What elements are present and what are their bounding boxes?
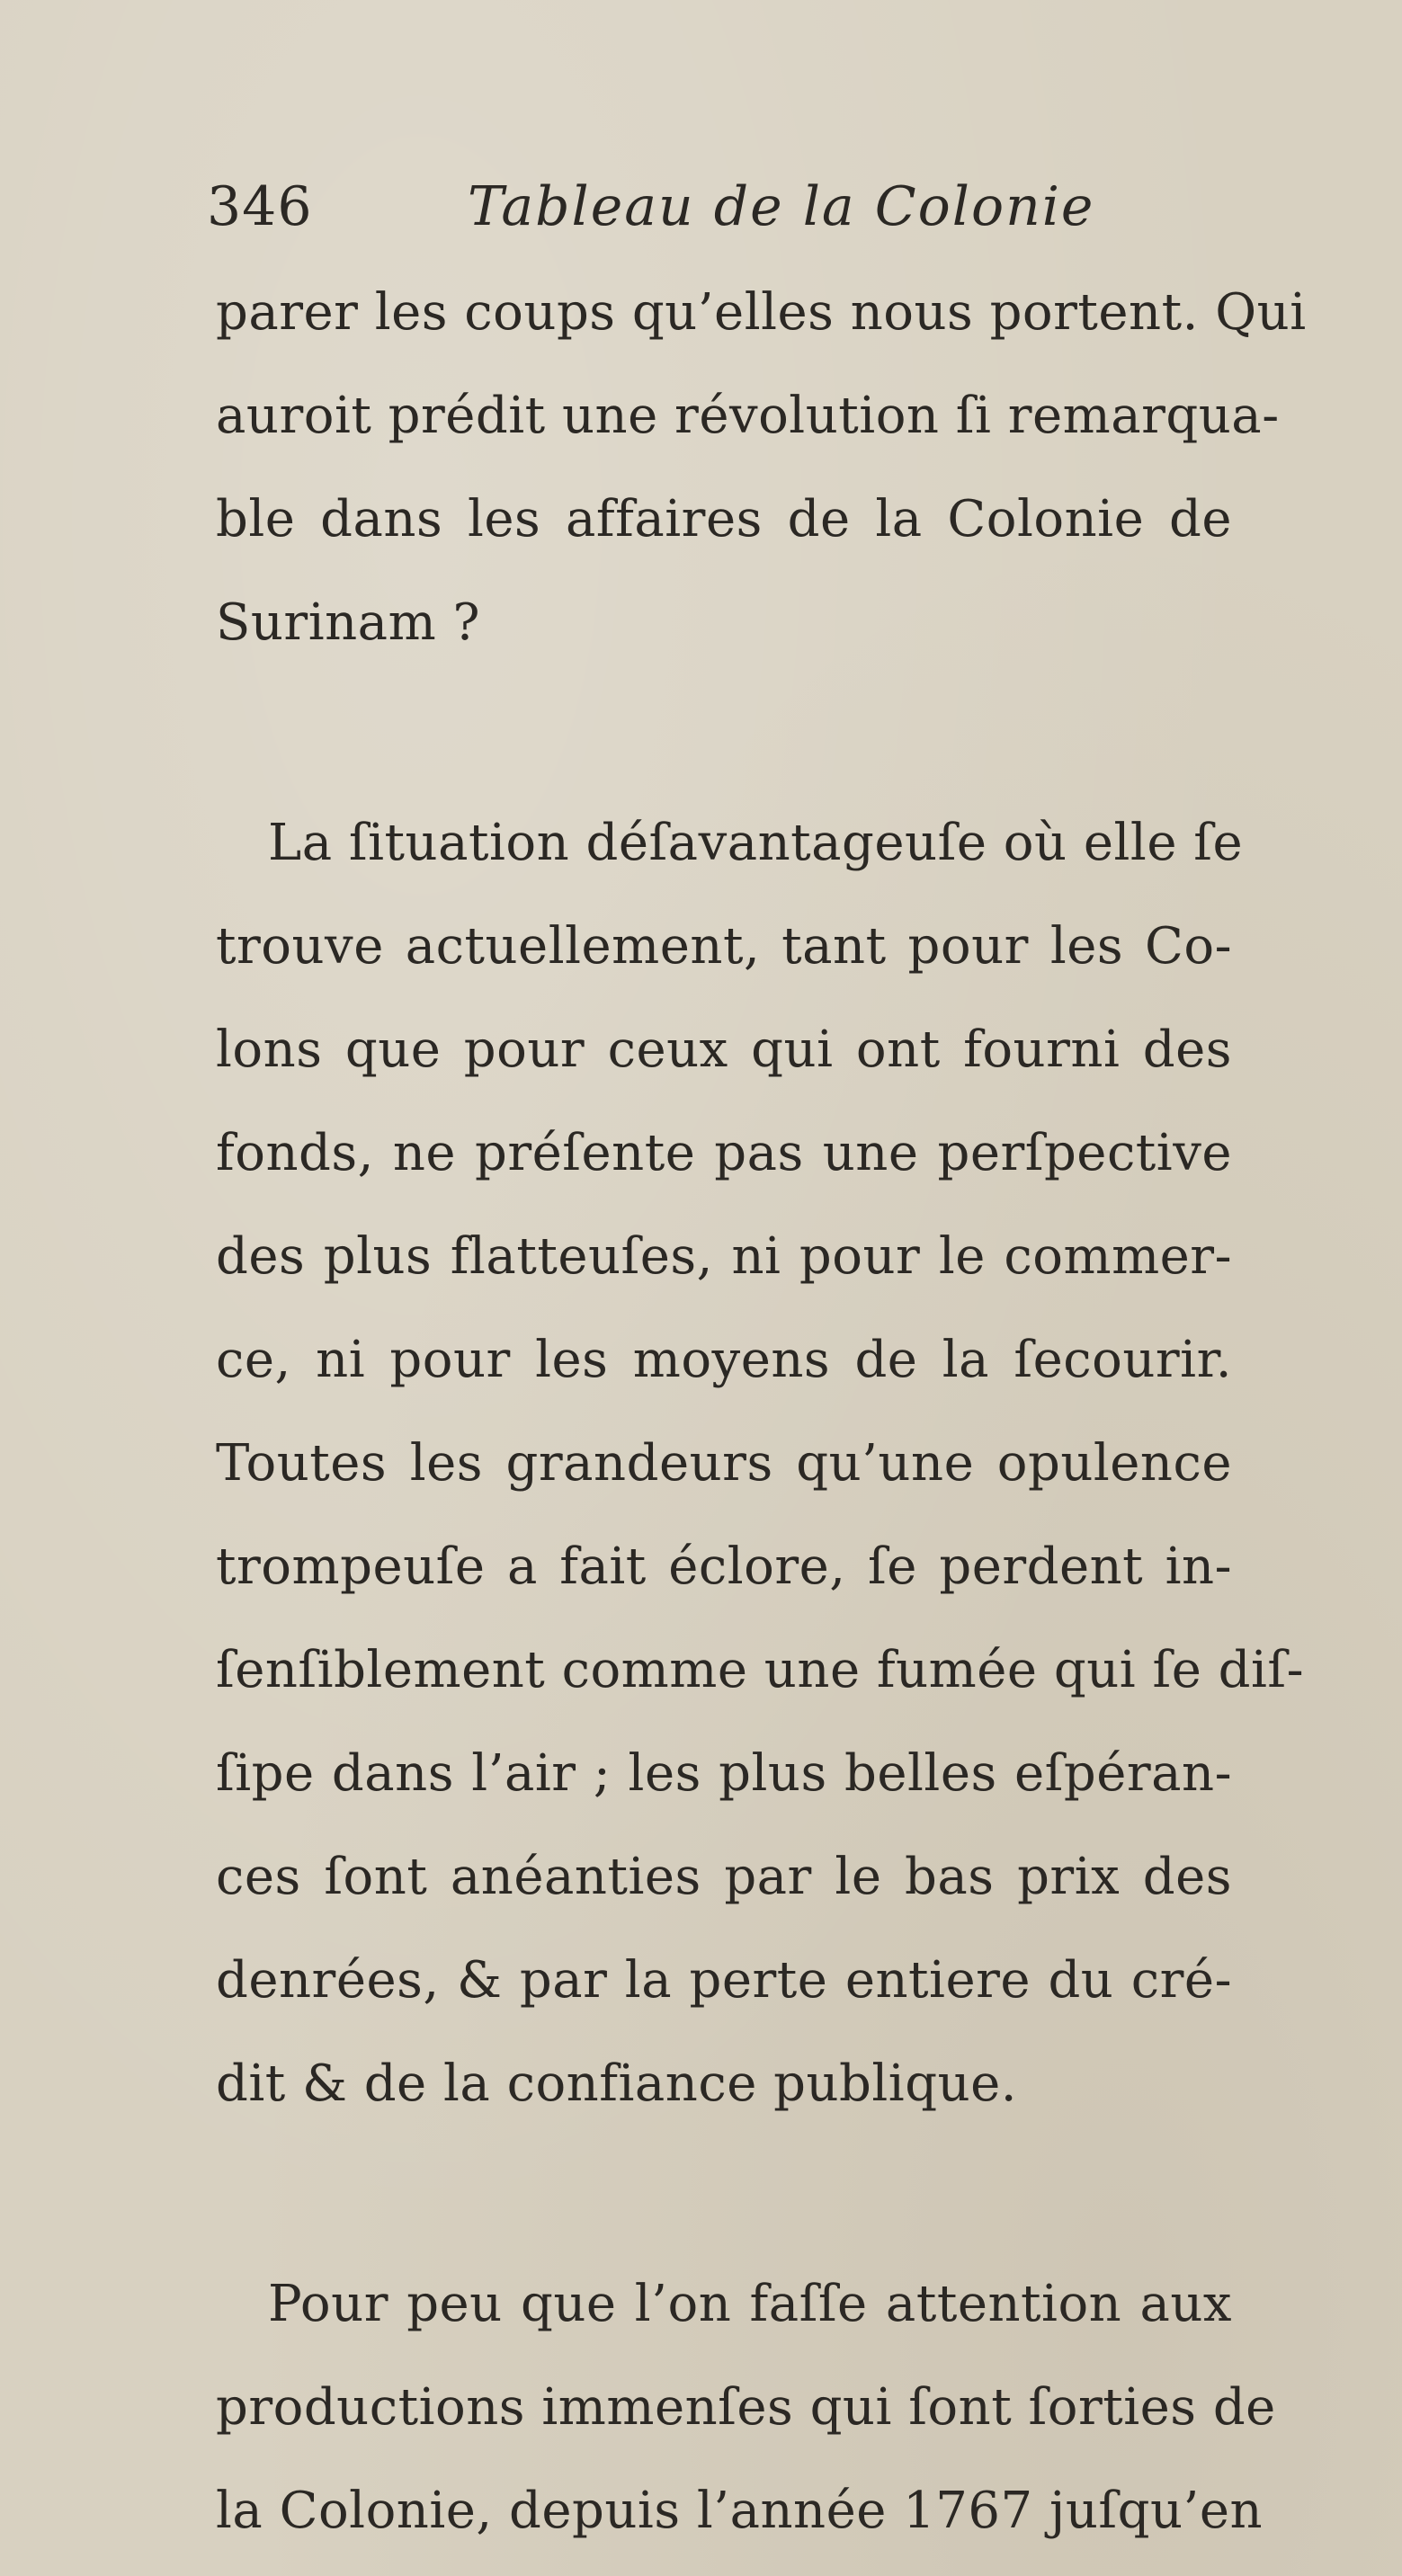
running-head: Tableau de la Colonie (468, 175, 1095, 238)
page-number: 346 (207, 175, 313, 238)
text-line: productions immenſes qui ſont ſorties de (216, 2378, 1276, 2437)
text-line: denrées, & par la perte entiere du cré- (216, 1951, 1232, 2010)
paragraph-3 (216, 2252, 1276, 2563)
text-line: Toutes les grandeurs qu’une opulence (216, 1434, 1232, 1493)
page-header (207, 166, 1196, 247)
text-line: ce, ni pour les moyens de la ſecourir. (216, 1331, 1232, 1389)
text-line: Surinam ? (216, 593, 480, 652)
text-line: ſipe dans l’air ; les plus belles eſpéran- (216, 1744, 1232, 1803)
paragraph-gap (216, 2135, 1232, 2252)
paragraph-1 (216, 261, 1307, 674)
text-line: ces ſont anéanties par le bas prix des (216, 1848, 1232, 1906)
text-line: dit & de la confiance publique. (216, 2055, 1018, 2113)
text-line: lons que pour ceux qui ont fourni des (216, 1021, 1232, 1079)
paragraph-2 (216, 791, 1305, 2135)
text-line: trouve actuellement, tant pour les Co- (216, 917, 1232, 976)
text-line: la Colonie, depuis l’année 1767 juſqu’en (216, 2482, 1264, 2540)
text-line: La ſituation déſavantageuſe où elle ſe (268, 814, 1244, 872)
body-text (216, 261, 1307, 2563)
text-line: ſenſiblement comme une fumée qui ſe diſ- (216, 1641, 1305, 1699)
text-line: parer les coups qu’elles nous portent. Qui (216, 283, 1307, 342)
paragraph-gap (216, 674, 1232, 791)
text-line: ble dans les affaires de la Colonie de (216, 490, 1232, 548)
text-line: des plus flatteuſes, ni pour le commer- (216, 1227, 1232, 1286)
text-line: Pour peu que l’on faſſe attention aux (268, 2275, 1232, 2333)
text-line: auroit prédit une révolution ſi remarqua- (216, 387, 1280, 445)
text-line: trompeuſe a fait éclore, ſe perdent in- (216, 1538, 1232, 1596)
text-line: fonds, ne préſente pas une perſpective (216, 1124, 1232, 1182)
